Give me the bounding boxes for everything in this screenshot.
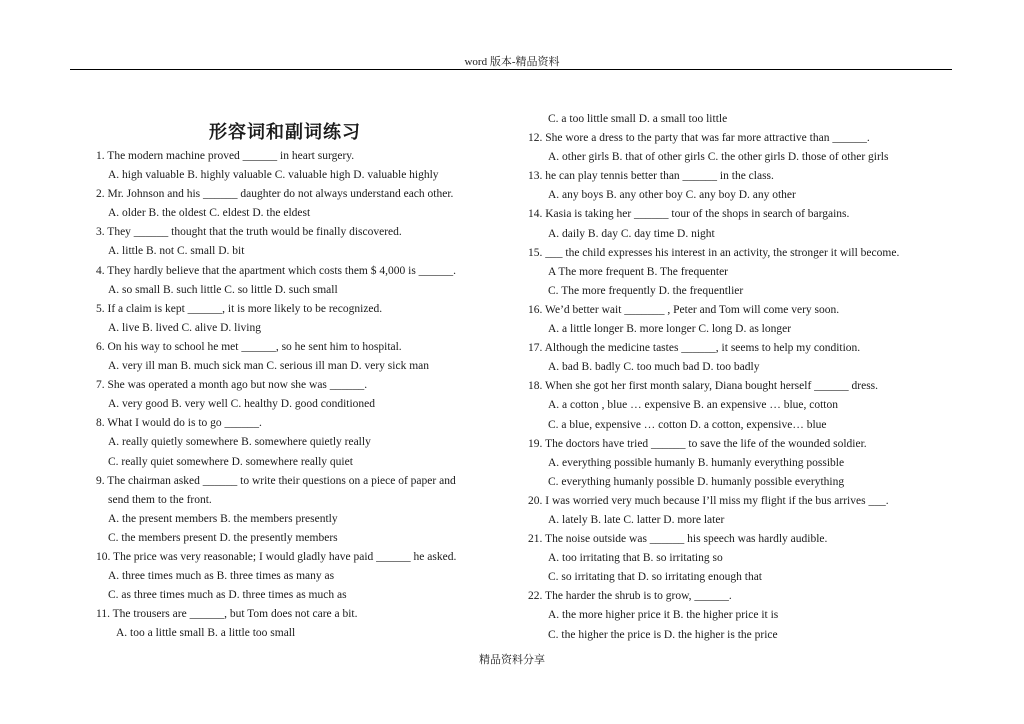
question-line: 20. I was worried very much because I’ll miss my flight if the bus arrives ___. xyxy=(528,494,889,507)
question-line: 2. Mr. Johnson and his ______ daughter do not always understand each other. xyxy=(96,188,454,201)
option-line: C. a too little small D. a small too little xyxy=(548,113,728,125)
question-line: 21. The noise outside was ______ his speech was hardly audible. xyxy=(528,533,828,546)
option-line: C. as three times much as D. three times as much as xyxy=(108,589,347,602)
option-line: A. so small B. such little C. so little D. such small xyxy=(108,283,338,296)
question-line: 22. The harder the shrub is to grow, ______. xyxy=(528,590,732,603)
question-line: 3. They ______ thought that the truth would be finally discovered. xyxy=(96,226,402,239)
question-line: 13. he can play tennis better than ______ in the class. xyxy=(528,170,774,183)
option-line: C. so irritating that D. so irritating enough that xyxy=(548,571,762,584)
option-line: send them to the front. xyxy=(108,493,212,506)
option-line: A. high valuable B. highly valuable C. valuable high D. valuable highly xyxy=(108,169,439,182)
option-line: A The more frequent B. The frequenter xyxy=(548,265,728,278)
question-line: 5. If a claim is kept ______, it is more likely to be recognized. xyxy=(96,302,383,315)
question-line: 12. She wore a dress to the party that was far more attractive than ______. xyxy=(528,132,870,145)
option-line: A. a little longer B. more longer C. long D. as longer xyxy=(548,323,792,336)
option-line: A. a cotton , blue … expensive B. an expensive … blue, cotton xyxy=(548,399,838,412)
option-line: A. other girls B. that of other girls C. the other girls D. those of other girls xyxy=(548,151,889,164)
question-line: 11. The trousers are ______, but Tom does not care a bit. xyxy=(96,608,358,621)
question-line: 16. We’d better wait _______ , Peter and Tom will come very soon. xyxy=(528,303,840,316)
option-line: A. very good B. very well C. healthy D. good conditioned xyxy=(108,398,376,411)
question-line: 18. When she got her first month salary, Diana bought herself ______ dress. xyxy=(528,380,879,393)
question-line: 19. The doctors have tried ______ to save the life of the wounded soldier. xyxy=(528,437,867,450)
option-line: C. the higher the price is D. the higher is the price xyxy=(548,628,778,641)
option-line: A. the more higher price it B. the higher price it is xyxy=(548,609,779,622)
right-column xyxy=(528,110,958,645)
option-line: C. everything humanly possible D. humanly possible everything xyxy=(548,475,845,488)
question-line: 7. She was operated a month ago but now she was ______. xyxy=(96,379,368,392)
option-line: C. a blue, expensive … cotton D. a cotton, expensive… blue xyxy=(548,418,827,431)
question-line: 1. The modern machine proved ______ in heart surgery. xyxy=(96,150,355,162)
option-line: A. little B. not C. small D. bit xyxy=(108,245,245,258)
option-line: A. too a little small B. a little too small xyxy=(116,627,296,640)
question-line: 14. Kasia is taking her ______ tour of the shops in search of bargains. xyxy=(528,208,850,221)
question-line: 10. The price was very reasonable; I would gladly have paid ______ he asked. xyxy=(96,550,457,563)
option-line: A. too irritating that B. so irritating so xyxy=(548,552,723,565)
option-line: C. The more frequently D. the frequentlier xyxy=(548,284,744,297)
question-line: 4. They hardly believe that the apartment which costs them $ 4,000 is ______. xyxy=(96,264,457,277)
option-line: A. very ill man B. much sick man C. serious ill man D. very sick man xyxy=(108,360,429,373)
left-column xyxy=(96,147,516,643)
option-line: A. everything possible humanly B. humanly everything possible xyxy=(548,456,845,469)
question-line: 6. On his way to school he met ______, so he sent him to hospital. xyxy=(96,340,402,353)
option-line: C. really quiet somewhere D. somewhere really quiet xyxy=(108,455,353,468)
question-line: 15. ___ the child expresses his interest in an activity, the stronger it will become. xyxy=(528,246,900,259)
page-title: 形容词和副词练习 xyxy=(209,122,361,143)
option-line: A. bad B. badly C. too much bad D. too badly xyxy=(548,361,760,374)
option-line: A. daily B. day C. day time D. night xyxy=(548,227,715,240)
question-line: 9. The chairman asked ______ to write their questions on a piece of paper and xyxy=(96,474,456,487)
page-footer: 精品资料分享 xyxy=(479,653,545,666)
option-line: A. any boys B. any other boy C. any boy D. any other xyxy=(548,189,796,202)
option-line: A. really quietly somewhere B. somewhere quietly really xyxy=(108,436,371,449)
question-line: 8. What I would do is to go ______. xyxy=(96,417,262,430)
question-line: 17. Although the medicine tastes ______, it seems to help my condition. xyxy=(528,342,861,355)
option-line: A. lately B. late C. latter D. more later xyxy=(548,513,725,526)
option-line: A. three times much as B. three times as many as xyxy=(108,570,335,583)
option-line: A. older B. the oldest C. eldest D. the eldest xyxy=(108,207,311,220)
option-line: A. the present members B. the members presently xyxy=(108,512,338,525)
option-line: A. live B. lived C. alive D. living xyxy=(108,321,261,334)
option-line: C. the members present D. the presently members xyxy=(108,531,338,544)
page-header: word 版本-精品资料 xyxy=(464,56,560,68)
header-divider xyxy=(70,69,952,70)
